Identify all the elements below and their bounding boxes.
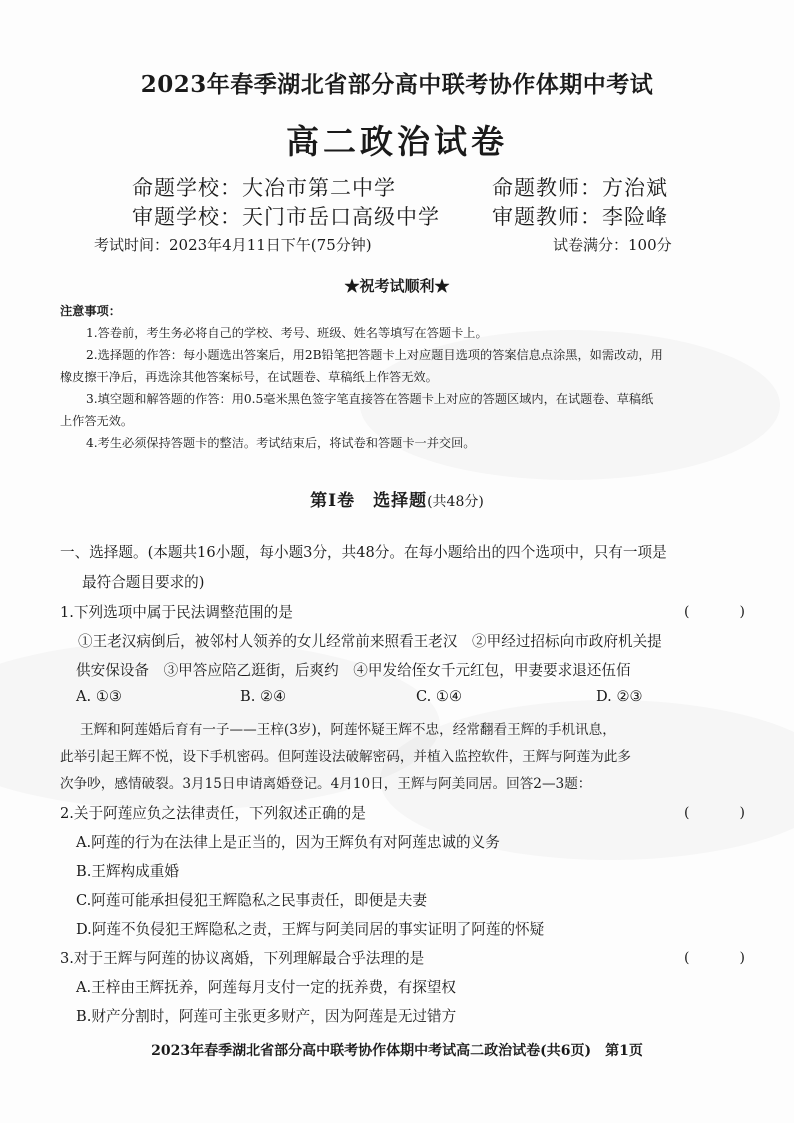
reviewer-teacher: 审题教师：李险峰: [492, 205, 668, 229]
setter-teacher: 命题教师：方治斌: [492, 176, 668, 200]
option-d: D.阿莲不负侵犯王辉隐私之责，王辉与阿美同居的事实证明了阿莲的怀疑: [76, 921, 545, 938]
setter-school: 命题学校：大冶市第二中学: [132, 176, 396, 200]
section-score: (共48分): [427, 494, 484, 510]
answer-bracket: ( ): [684, 805, 763, 821]
notice-item: 3.填空题和解答题的作答：用0.5毫米黑色签字笔直接答在答题卡上对应的答题区域内，在试题卷、草稿纸: [86, 392, 654, 406]
option-b: B. ②④: [240, 688, 287, 705]
question-1-stem: 1.下列选项中属于民法调整范围的是: [60, 604, 293, 621]
full-score: 试卷满分：100分: [553, 236, 672, 254]
option-b: B.王辉构成重婚: [76, 863, 179, 880]
notice-item: 2.选择题的作答：每小题选出答案后，用2B铅笔把答题卡上对应题目选项的答案信息点涂黑，如需改动，用: [86, 348, 663, 362]
reviewer-school: 审题学校：天门市岳口高级中学: [132, 205, 440, 229]
option-d: D. ②③: [596, 688, 643, 705]
exam-title: 2023年春季湖北省部分高中联考协作体期中考试: [140, 71, 654, 98]
question-2-stem: 2.关于阿莲应负之法律责任，下列叙述正确的是: [60, 805, 366, 822]
option-c: C.阿莲可能承担侵犯王辉隐私之民事责任，即便是夫妻: [76, 892, 427, 909]
paper-title: 高二政治试卷: [286, 122, 508, 161]
answer-bracket: ( ): [684, 604, 763, 620]
option-a: A.阿莲的行为在法律上是正当的，因为王辉负有对阿莲忠诚的义务: [76, 834, 500, 851]
exam-time: 考试时间：2023年4月11日下午(75分钟): [94, 236, 372, 254]
case-material: 此举引起王辉不悦，设下手机密码。但阿莲设法破解密码，并植入监控软件，王辉与阿莲为此多: [60, 749, 631, 765]
option-a: A. ①③: [76, 688, 122, 705]
page-footer: 2023年春季湖北省部分高中联考协作体期中考试高二政治试卷(共6页) 第1页: [151, 1043, 643, 1059]
question-1-statements: ①王老汉病倒后，被邻村人领养的女儿经常前来照看王老汉 ②甲经过招标向市政府机关提: [78, 633, 662, 650]
good-luck-banner: ★祝考试顺利★: [344, 277, 450, 295]
option-a: A.王梓由王辉抚养，阿莲每月支付一定的抚养费，有探望权: [76, 979, 457, 996]
notice-heading: 注意事项：: [60, 304, 121, 318]
option-c: C. ①④: [416, 688, 463, 705]
choice-instructions: 一、选择题。(本题共16小题，每小题3分，共48分。在每小题给出的四个选项中，只有一项是: [60, 544, 667, 561]
option-b: B.财产分割时，阿莲可主张更多财产，因为阿莲是无过错方: [76, 1008, 457, 1025]
notice-item: 橡皮擦干净后，再选涂其他答案标号，在试题卷、草稿纸上作答无效。: [60, 370, 438, 384]
question-3-stem: 3.对于王辉与阿莲的协议离婚，下列理解最合乎法理的是: [60, 950, 425, 967]
case-material: 次争吵，感情破裂。3月15日申请离婚登记。4月10日，王辉与阿美同居。回答2—3题：: [60, 776, 592, 792]
section-title: 第Ⅰ卷 选择题: [310, 491, 428, 511]
answer-bracket: ( ): [684, 950, 763, 966]
notice-item: 4.考生必须保持答题卡的整洁。考试结束后，将试卷和答题卡一并交回。: [86, 436, 476, 450]
case-material: 王辉和阿莲婚后育有一子——王梓(3岁)，阿莲怀疑王辉不忠，经常翻看王辉的手机讯息，: [80, 722, 616, 738]
notice-item: 上作答无效。: [60, 414, 134, 428]
choice-instructions-cont: 最符合题目要求的): [82, 574, 205, 591]
notice-item: 1.答卷前，考生务必将自己的学校、考号、班级、姓名等填写在答题卡上。: [86, 326, 488, 340]
section-heading: [0, 486, 794, 511]
question-1-statements-cont: 供安保设备 ③甲答应陪乙逛街，后爽约 ④甲发给侄女千元红包，甲妻要求退还伍佰: [76, 662, 631, 679]
